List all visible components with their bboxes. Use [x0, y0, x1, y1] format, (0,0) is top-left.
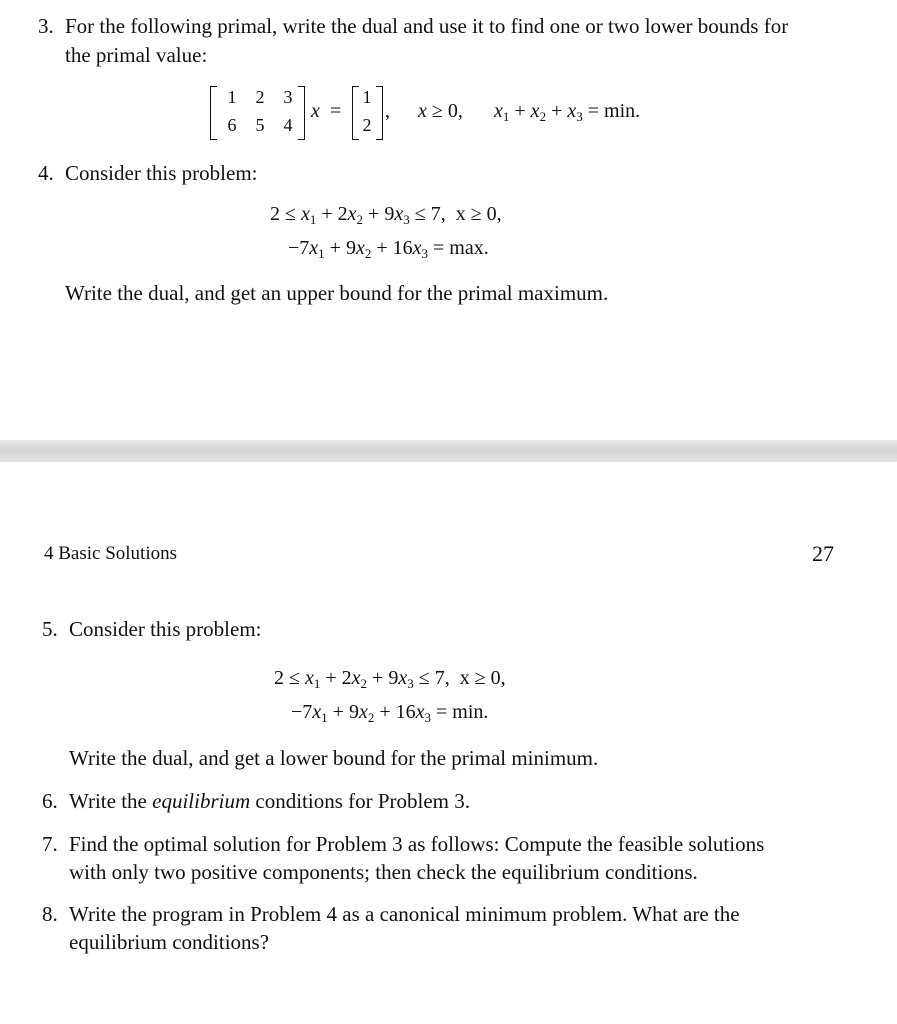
equals-sign: = — [330, 100, 342, 122]
problem-5-intro: Consider this problem: — [69, 617, 262, 641]
matrix-a-cell: 3 — [283, 87, 293, 107]
problem-3-line-1: For the following primal, write the dual and use it to find one or two lower bounds for — [65, 14, 789, 38]
problem-8-line-1: Write the program in Problem 4 as a canonical minimum problem. What are the — [69, 902, 740, 926]
matrix-a-cell: 1 — [227, 87, 237, 107]
matrix-a-right-bracket — [298, 86, 305, 140]
comma: , — [385, 100, 390, 122]
matrix-a-left-bracket — [210, 86, 217, 140]
vector-b-cell: 1 — [362, 87, 372, 107]
emphasis-equilibrium: equilibrium — [152, 789, 251, 813]
problem-6-number: 6. — [42, 789, 58, 813]
problem-3-number: 3. — [38, 14, 54, 38]
vector-b-cell: 2 — [362, 115, 372, 135]
vector-b-left-bracket — [352, 86, 359, 140]
problem-7-number: 7. — [42, 832, 58, 856]
matrix-a-cell: 5 — [255, 115, 265, 135]
x-var: x — [311, 100, 320, 122]
matrix-a-cell: 2 — [255, 87, 265, 107]
problem-5-number: 5. — [42, 617, 58, 641]
problem-4-number: 4. — [38, 161, 54, 185]
problem-6-text: Write the equilibrium conditions for Problem 3. — [69, 789, 471, 813]
problem-7-line-1: Find the optimal solution for Problem 3 as follows: Compute the feasible solutions — [69, 832, 765, 856]
problem-4-text: Write the dual, and get an upper bound for the primal maximum. — [65, 281, 609, 305]
section-header: 4 Basic Solutions — [44, 543, 178, 564]
problem-4-objective: $-7x_1 + 9x_2 + 16x_3 = \max$. — [288, 237, 489, 261]
problem-8-number: 8. — [42, 902, 58, 926]
problem-5-constraint: $2 \le x_1 + 2x_2 + 9x_3 \le 7$, x ≥ 0, — [274, 667, 506, 691]
nonneg-constraint: x ≥ 0, — [418, 100, 463, 122]
problem-4-constraint: $2 \le x_1 + 2x_2 + 9x_3 \le 7$, x ≥ 0, — [270, 203, 502, 227]
problem-8-line-2: equilibrium conditions? — [69, 930, 270, 954]
page-number: 27 — [812, 541, 834, 566]
matrix-a-cell: 6 — [227, 115, 237, 135]
problem-5-text: Write the dual, and get a lower bound for the primal minimum. — [69, 746, 599, 770]
matrix-a — [210, 86, 310, 142]
problem-7-line-2: with only two positive components; then check the equilibrium conditions. — [69, 860, 698, 884]
problem-4-intro: Consider this problem: — [65, 161, 258, 185]
page-divider — [0, 440, 897, 462]
vector-b-right-bracket — [376, 86, 383, 140]
problem-3-line-2: the primal value: — [65, 43, 208, 67]
matrix-x — [311, 100, 320, 123]
problem-5-objective: $-7x_1 + 9x_2 + 16x_3 = \min$. — [291, 701, 489, 725]
matrix-a-cell: 4 — [283, 115, 293, 135]
objective-3: $x_1 + x_2 + x_3 = \min$. — [494, 100, 641, 124]
